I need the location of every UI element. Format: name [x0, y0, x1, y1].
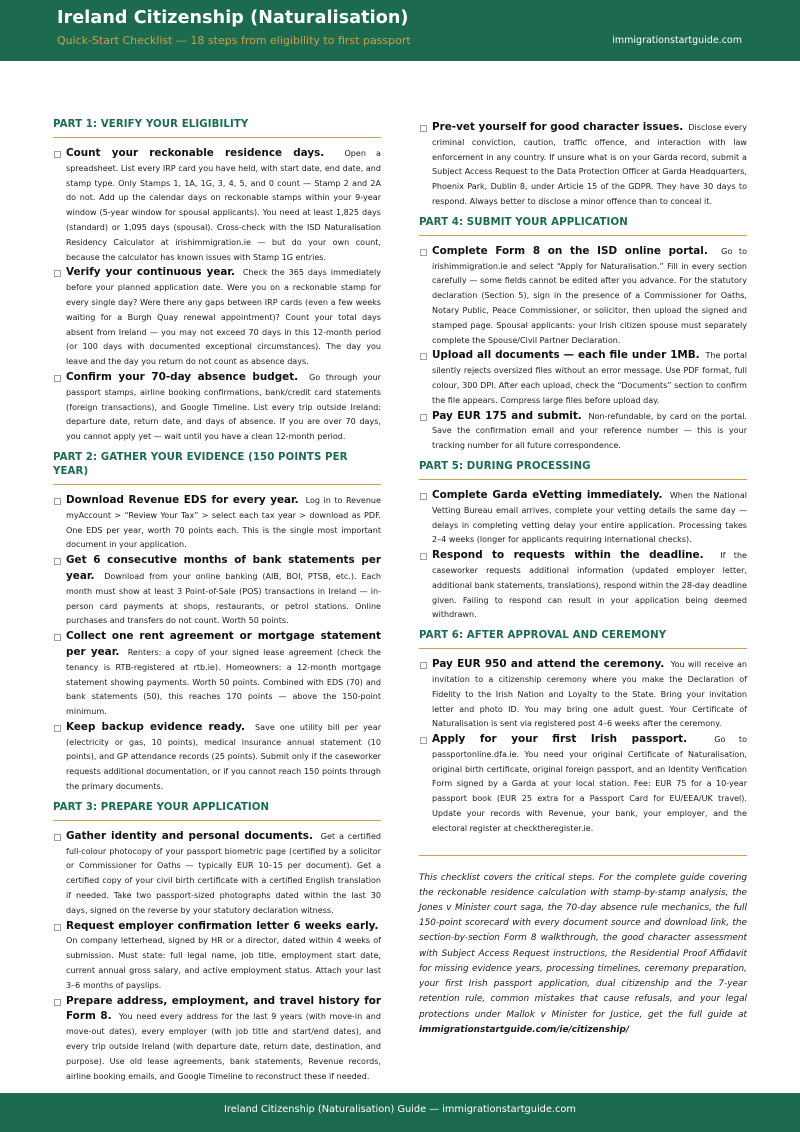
item-body: Get a certified full-colour photocopy of your passport biometric page (certified by a solicitor or Commissioner for Oaths — typically EUR 10–15 per document). Get a certified copy of your civil birth certificate with a certified English translation if needed. Take two passport-sized photographs dated within the last 30 days, signed on the reverse by your statutory declaration witness. — [66, 831, 381, 915]
item-title: Prepare address, employment, and travel history for Form 8. — [66, 994, 381, 1023]
document-subtitle: Quick-Start Checklist — 18 steps from eligibility to first passport — [57, 34, 411, 47]
checklist-item — [53, 493, 381, 553]
item-title: Verify your continuous year. — [66, 266, 235, 279]
right-column — [419, 120, 747, 1038]
checkbox[interactable] — [54, 634, 61, 641]
checklist-item — [53, 146, 381, 265]
closing-divider — [419, 855, 747, 856]
checklist-item — [419, 409, 747, 454]
item-body: Download from your online banking (AIB, BOI, PTSB, etc.). Each month must show at least 3 Point-of-Sale (POS) transactions in Ireland — in-person card payments at shops, restaurants, or petrol stations. Online purchases and transfers do not count. Worth 50 points. — [66, 571, 381, 626]
checklist-item — [419, 348, 747, 408]
checkbox[interactable] — [420, 353, 427, 360]
checkbox[interactable] — [54, 834, 61, 841]
part-1-heading: PART 1: VERIFY YOUR ELIGIBILITY — [53, 112, 381, 138]
checklist-item — [53, 919, 381, 994]
checklist-item — [53, 553, 381, 629]
checklist-item — [53, 829, 381, 919]
item-body: Go to passportonline.dfa.ie. You need your original Certificate of Naturalisation, original birth certificate, original foreign passport, and an Identity Verification Form signed by a Garda at your local station. Fee: EUR 75 for a 10-year passport book (EUR 25 extra for a Passport Card for EU/EEA/UK travel). Update your records with Revenue, your bank, your employer, and the electoral register at checktheregister.ie. — [432, 735, 747, 833]
checklist-item — [419, 244, 747, 349]
checkbox[interactable] — [420, 414, 427, 421]
item-body: The portal silently rejects oversized files without an error message. Use PDF format, full colour, 300 DPI. After each upload, check the “Documents” section to confirm the file appears. Compress large files before upload day. — [432, 351, 748, 405]
checklist-item — [53, 265, 381, 370]
item-body: If the caseworker requests additional information (updated employer letter, additional bank statements, translations), respond within the 28-day deadline given. Failing to respond can result in your application being deemed withdrawn. — [432, 551, 747, 620]
item-title: Collect one rent agreement or mortgage statement per year. — [66, 630, 381, 658]
item-title: Count your reckonable residence days. — [66, 147, 325, 159]
item-body: Check the 365 days immediately before your planned application date. Were you on a reckonable stamp for every single day? Were there any gaps between IRP cards (even a few weeks waiting for a Burgh Quay renewal appointment)? Count your total days absent from Ireland — you may not exceed 70 days in this 12-month period (or 100 days with documented exceptional circumstances). The day you leave and the day you return do not count as absence days. — [66, 268, 381, 367]
checkbox[interactable] — [54, 270, 61, 277]
checkbox[interactable] — [420, 493, 427, 500]
part-3-heading: PART 3: PREPARE YOUR APPLICATION — [53, 795, 381, 821]
checklist-item — [53, 370, 381, 445]
item-title: Download Revenue EDS for every year. — [66, 493, 299, 506]
checkbox[interactable] — [54, 498, 61, 505]
item-body: Go to irishimmigration.ie and select “Apply for Naturalisation.” Fill in every section carefully — some fields cannot be edited after you advance. For the statutory declaration (Section 5), sign in the presence of a Commissioner for Oaths, Notary Public, Peace Commissioner, or solicitor, then upload the signed and stamped page. Spousal applicants: your Irish citizen spouse must separately complete the Spouse/Civil Partner Declaration. — [432, 246, 747, 345]
item-title: Complete Garda eVetting immediately. — [432, 488, 663, 501]
footer-text: Ireland Citizenship (Naturalisation) Guide — immigrationstartguide.com — [224, 1104, 576, 1115]
checkbox[interactable] — [420, 125, 427, 132]
checklist-item — [419, 488, 747, 548]
guide-link[interactable]: immigrationstartguide.com/ie/citizenship/ — [419, 1024, 630, 1035]
item-title: Confirm your 70-day absence budget. — [66, 370, 299, 383]
item-title: Get 6 consecutive months of bank statements per year. — [66, 554, 381, 582]
checklist-item — [53, 629, 381, 720]
item-title: Apply for your first Irish passport. — [432, 733, 688, 746]
item-body: You will receive an invitation to a citizenship ceremony where you make the Declaration of Fidelity to the Irish Nation and Loyalty to the State. Bring your invitation letter and photo ID. You may bring one adult guest. Your Certificate of Naturalisation is sent via registered post 4–6 weeks after the ceremony. — [432, 660, 747, 729]
item-body: Open a spreadsheet. List every IRP card you have held, with start date, end date, and stamp type. Only Stamps 1, 1A, 1G, 3, 4, 5, and 0 count — Stamp 2 and 2A do not. Add up the calendar days on reckonable stamps within your 9-year window (5-year window for spousal applicants). You need at least 1,825 days (standard) or 1,095 days (spousal). Cross-check with the ISD Naturalisation Residency Calculator at irishimmigration.ie — but do your own count, because the calculator has known issues with Stamp 1G entries. — [66, 149, 381, 262]
item-body: Renters: a copy of your signed lease agreement (check the tenancy is RTB-registered at rtb.ie). Homeowners: a 12-month mortgage statement showing payments. Worth 50 points. Combined with EDS (70) and bank statements (50), this reaches 170 points — above the 150-point minimum. — [66, 647, 381, 717]
item-title: Upload all documents — each file under 1MB. — [432, 349, 700, 362]
item-body: When the National Vetting Bureau email arrives, complete your vetting details the same day — delays in completing vetting delay your entire application. Processing takes 2–4 weeks (longer for applicants requiring international checks). — [432, 490, 747, 545]
part-6-heading: PART 6: AFTER APPROVAL AND CEREMONY — [419, 623, 747, 649]
item-body: Log in to Revenue myAccount > “Review Your Tax” > select each tax year > download as PDF. One EDS per year, worth 70 points each. This is the single most important document in your application. — [66, 495, 381, 550]
left-column — [53, 112, 381, 1084]
checkbox[interactable] — [54, 375, 61, 382]
closing-text: This checklist covers the critical steps. For the complete guide covering the reckonable residence calculation with stamp-by-stamp analysis, the Jones v Minister court saga, the 70-day absence rule mechanics, the full 150-point scorecard with every document source and download link, the section-by-section Form 8 walkthrough, the good character assessment with Subject Access Request instructions, the Residential Proof Affidavit for missing evidence years, processing timelines, ceremony preparation, your first Irish passport application, dual citizenship and the 7-year retention rule, common mistakes that cause refusals, and your legal protections under Mallok v Minister for Justice, get the full guide at — [419, 872, 747, 1020]
checklist-item — [53, 994, 381, 1085]
item-title: Complete Form 8 on the ISD online portal. — [432, 244, 708, 257]
part-4-heading: PART 4: SUBMIT YOUR APPLICATION — [419, 210, 747, 236]
part-2-heading: PART 2: GATHER YOUR EVIDENCE (150 POINTS PER YEAR) — [53, 445, 381, 485]
checkbox[interactable] — [54, 924, 61, 931]
page-header — [0, 0, 800, 61]
checkbox[interactable] — [54, 558, 61, 565]
checkbox[interactable] — [420, 249, 427, 256]
item-body: Disclose every criminal conviction, caution, traffic offence, and interaction with law enforcement in any country. If unsure what is on your Garda record, submit a Subject Access Request to the Data Protection Officer at Garda Headquarters, Phoenix Park, Dublin 8, under Article 15 of the GDPR. They have 30 days to respond. Always better to disclose a minor offence than to conceal it. — [432, 123, 747, 206]
item-title: Gather identity and personal documents. — [66, 829, 313, 842]
item-body: On company letterhead, signed by HR or a director, dated within 4 weeks of submission. Must state: full legal name, job title, employment start date, current annual gross salary, and active employment status. Attach your last 3–6 months of payslips. — [66, 936, 381, 990]
checkbox[interactable] — [420, 553, 427, 560]
item-title: Pay EUR 175 and submit. — [432, 409, 582, 422]
checkbox[interactable] — [54, 725, 61, 732]
item-title: Respond to requests within the deadline. — [432, 549, 704, 562]
item-title: Request employer confirmation letter 6 weeks early. — [66, 919, 379, 932]
checklist-item — [419, 732, 747, 837]
item-body: Save one utility bill per year (electricity or gas, 10 points), medical insurance annual statement (10 points), and GP attendance records (25 points). Submit only if the caseworker requests additional documentation, or if you cannot reach 150 points through the primary documents. — [66, 722, 381, 792]
checklist-item — [419, 120, 747, 210]
item-title: Keep backup evidence ready. — [66, 720, 245, 733]
page-footer — [0, 1093, 800, 1132]
item-title: Pre-vet yourself for good character issues. — [432, 121, 684, 133]
checkbox[interactable] — [420, 662, 427, 669]
checkbox[interactable] — [54, 151, 61, 158]
part-5-heading: PART 5: DURING PROCESSING — [419, 454, 747, 480]
checklist-item — [419, 657, 747, 732]
item-body: Non-refundable, by card on the portal. Save the confirmation email and your reference number — this is your tracking number for all future correspondence. — [432, 411, 747, 451]
checkbox[interactable] — [420, 737, 427, 744]
item-body: Go through your passport stamps, airline booking confirmations, bank/credit card statements (foreign transactions), and Google Timeline. List every trip outside Ireland: departure date, return date, and days of absence. If you are over 70 days, you cannot apply yet — wait until you have a clean 12-month period. — [66, 372, 381, 442]
item-body: You need every address for the last 9 years (with move-in and move-out dates), every employer (with job title and start/end dates), and every trip outside Ireland (with departure date, return date, destination, and purpose). Use old lease agreements, bank statements, Revenue records, airline booking emails, and Google Timeline to reconstruct these if needed. — [66, 1012, 382, 1081]
document-title: Ireland Citizenship (Naturalisation) — [57, 8, 409, 28]
item-title: Pay EUR 950 and attend the ceremony. — [432, 658, 665, 671]
closing-paragraph — [419, 871, 747, 1038]
header-site-link[interactable]: immigrationstartguide.com — [612, 35, 742, 46]
checkbox[interactable] — [54, 999, 61, 1006]
checklist-item — [419, 548, 747, 623]
checklist-item — [53, 720, 381, 795]
